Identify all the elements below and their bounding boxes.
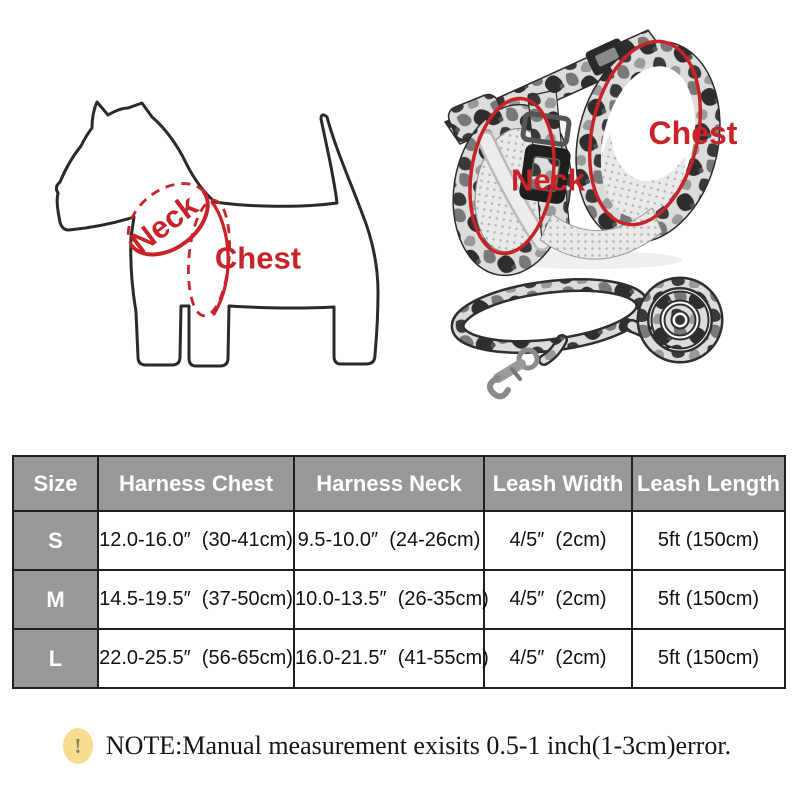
m-leash-length: 5ft (150cm) [632, 570, 785, 629]
measurement-note [0, 728, 794, 764]
harness-and-leash-photo [400, 0, 794, 440]
harness-photo [441, 27, 739, 284]
table-row-l [13, 629, 785, 688]
s-harness-chest: 12.0-16.0″ (30-41cm) [98, 511, 294, 570]
dog-neck-label: Neck [123, 187, 205, 261]
dog-chest-label: Chest [214, 240, 302, 276]
leash-photo [454, 276, 717, 396]
l-harness-chest: 22.0-25.5″ (56-65cm) [98, 629, 294, 688]
table-row-m [13, 570, 785, 629]
size-table-section [12, 455, 786, 689]
table-row-s [13, 511, 785, 570]
m-harness-neck: 10.0-13.5″ (26-35cm) [294, 570, 484, 629]
l-leash-length: 5ft (150cm) [632, 629, 785, 688]
hook-nose [490, 378, 508, 396]
header-leash-length: Leash Length [632, 456, 785, 511]
harness-chest-label: Chest [648, 115, 738, 151]
note-text: NOTE:Manual measurement exisits 0.5-1 inch(1-3cm)error. [105, 731, 732, 760]
dog-measurement-diagram [0, 0, 400, 440]
s-leash-width: 4/5″ (2cm) [484, 511, 632, 570]
s-harness-neck: 9.5-10.0″ (24-26cm) [294, 511, 484, 570]
m-harness-chest: 14.5-19.5″ (37-50cm) [98, 570, 294, 629]
exclamation-icon: ! [63, 728, 93, 764]
header-size: Size [13, 456, 98, 511]
harness-neck-label: Neck [510, 162, 586, 198]
header-harness-neck: Harness Neck [294, 456, 484, 511]
size-cell-l: L [13, 629, 98, 688]
s-leash-length: 5ft (150cm) [632, 511, 785, 570]
m-leash-width: 4/5″ (2cm) [484, 570, 632, 629]
size-cell-s: S [13, 511, 98, 570]
header-harness-chest: Harness Chest [98, 456, 294, 511]
l-leash-width: 4/5″ (2cm) [484, 629, 632, 688]
size-cell-m: M [13, 570, 98, 629]
size-table [12, 455, 786, 689]
leash-snap-hook [490, 350, 537, 396]
leash-coil [643, 283, 717, 357]
table-header-row [13, 456, 785, 511]
header-leash-width: Leash Width [484, 456, 632, 511]
leash-handle-loop-print [454, 276, 646, 356]
dog-outline-drawing [56, 102, 378, 366]
l-harness-neck: 16.0-21.5″ (41-55cm) [294, 629, 484, 688]
